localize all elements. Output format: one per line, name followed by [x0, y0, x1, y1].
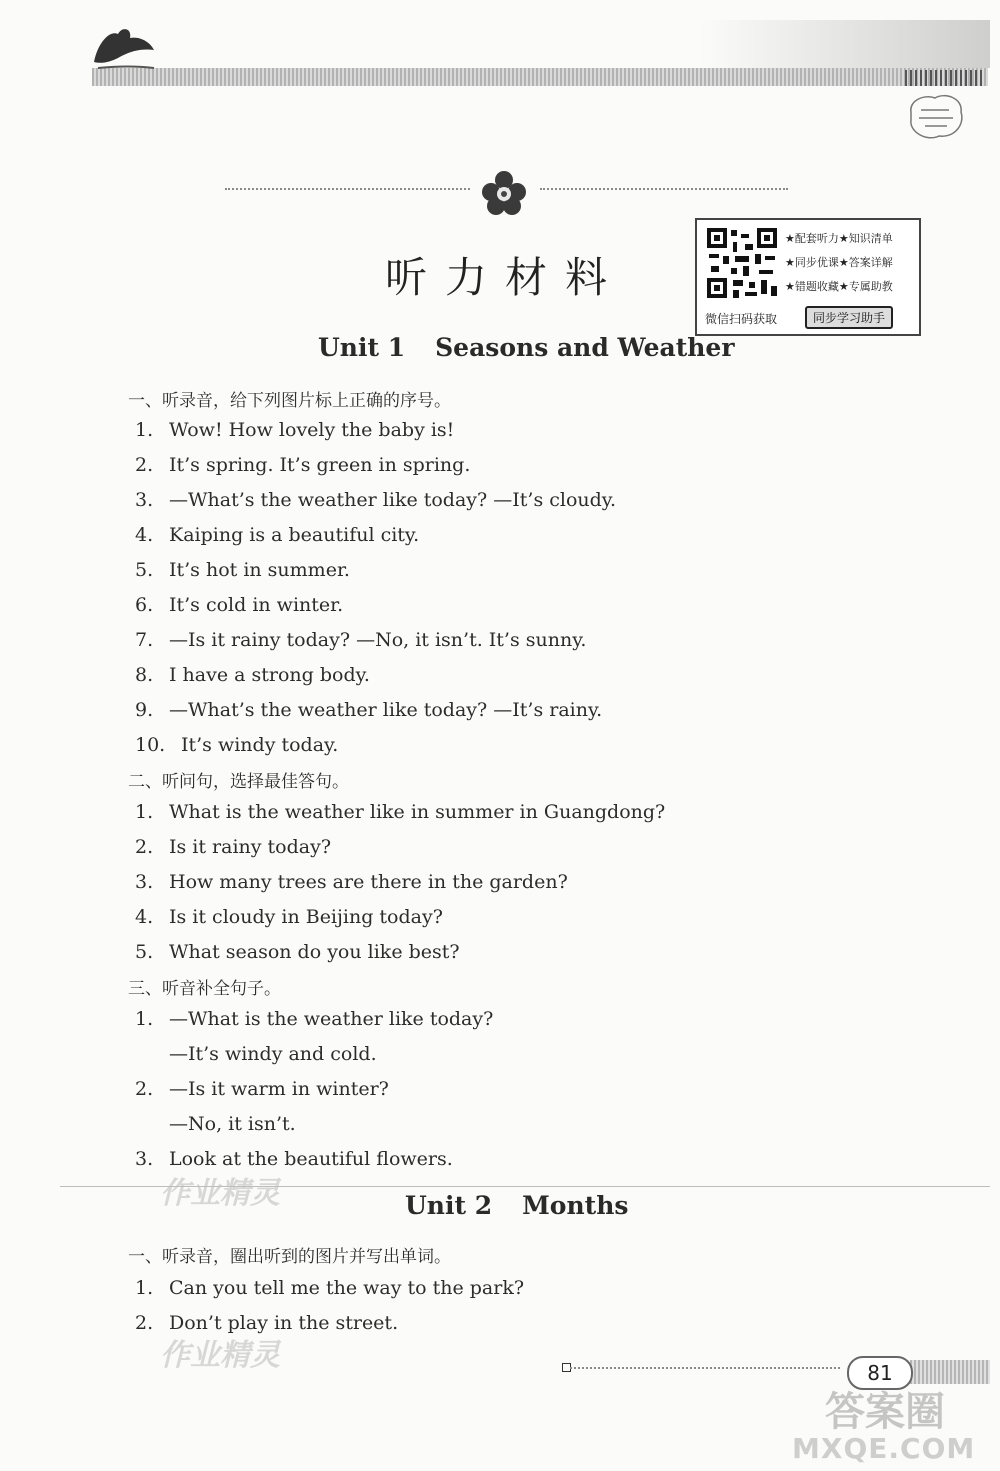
header-band-ticks — [905, 70, 985, 86]
list-item: 3. Look at the beautiful flowers. — [135, 1148, 453, 1170]
list-item: 2. It’s spring. It’s green in spring. — [135, 454, 471, 476]
unit1-name: Seasons and Weather — [435, 333, 735, 362]
list-item: 10. It’s windy today. — [135, 734, 339, 756]
title-divider-left — [225, 188, 470, 190]
list-item: 2. —Is it warm in winter? — [135, 1078, 389, 1100]
unit2-label: Unit 2 — [405, 1191, 493, 1220]
list-item: 4. Kaiping is a beautiful city. — [135, 524, 420, 546]
qr-promo-box — [695, 218, 921, 336]
list-item: —It’s windy and cold. — [169, 1043, 377, 1065]
qr-feature-2: ★同步优课★答案详解 — [785, 256, 893, 269]
list-item: 7. —Is it rainy today? —No, it isn’t. It’s sunny. — [135, 629, 587, 651]
page-title: 听力材料 — [384, 253, 625, 302]
qr-feature-1: ★配套听力★知识清单 — [785, 232, 893, 245]
unit-separator — [60, 1186, 990, 1187]
list-item: 2. Don’t play in the street. — [135, 1312, 399, 1334]
list-item: 4. Is it cloudy in Beijing today? — [135, 906, 443, 928]
list-item: 6. It’s cold in winter. — [135, 594, 344, 616]
list-item: —No, it isn’t. — [169, 1113, 296, 1135]
watermark-site: MXQE.COM — [792, 1432, 976, 1465]
unit2-heading — [405, 1191, 628, 1220]
list-item: 1. Can you tell me the way to the park? — [135, 1277, 525, 1299]
unit1-section2-head: 二、听问句，选择最佳答句。 — [128, 772, 349, 792]
watermark-bottom: 作业精灵 — [160, 1338, 280, 1373]
bird-logo-icon — [88, 22, 158, 72]
unit1-section3-head: 三、听音补全句子。 — [128, 979, 281, 999]
footer-dotted-line — [570, 1367, 840, 1369]
list-item: 3. —What’s the weather like today? —It’s cloudy. — [135, 489, 617, 511]
qr-caption: 微信扫码获取 — [705, 312, 778, 326]
list-item: 2. Is it rainy today? — [135, 836, 332, 858]
list-item: 5. It’s hot in summer. — [135, 559, 350, 581]
list-item: 5. What season do you like best? — [135, 941, 460, 963]
unit2-name: Months — [522, 1191, 629, 1220]
unit2-section1-head: 一、听录音，圈出听到的图片并写出单词。 — [128, 1247, 451, 1267]
list-item: 1. —What is the weather like today? — [135, 1008, 494, 1030]
watermark-answer: 答案圈 — [825, 1389, 945, 1435]
title-divider-right — [540, 188, 788, 190]
watermark-mid: 作业精灵 — [160, 1176, 280, 1211]
qr-code-icon[interactable] — [705, 226, 779, 300]
unit1-section1-head: 一、听录音，给下列图片标上正确的序号。 — [128, 391, 451, 411]
qr-badge: 同步学习助手 — [805, 306, 893, 329]
list-item: 1. Wow! How lovely the baby is! — [135, 419, 455, 441]
list-item: 1. What is the weather like in summer in Guangdong? — [135, 801, 666, 823]
header-gradient — [700, 20, 990, 68]
qr-feature-3: ★错题收藏★专属助教 — [785, 280, 893, 293]
header-band — [92, 68, 988, 86]
unit1-label: Unit 1 — [318, 333, 406, 362]
stamp-badge-icon — [905, 92, 967, 144]
list-item: 9. —What’s the weather like today? —It’s rainy. — [135, 699, 603, 721]
list-item: 3. How many trees are there in the garden? — [135, 871, 568, 893]
list-item: 8. I have a strong body. — [135, 664, 370, 686]
unit1-heading — [318, 333, 735, 362]
flower-ornament-icon — [478, 170, 530, 216]
page-number: 81 — [847, 1356, 913, 1390]
